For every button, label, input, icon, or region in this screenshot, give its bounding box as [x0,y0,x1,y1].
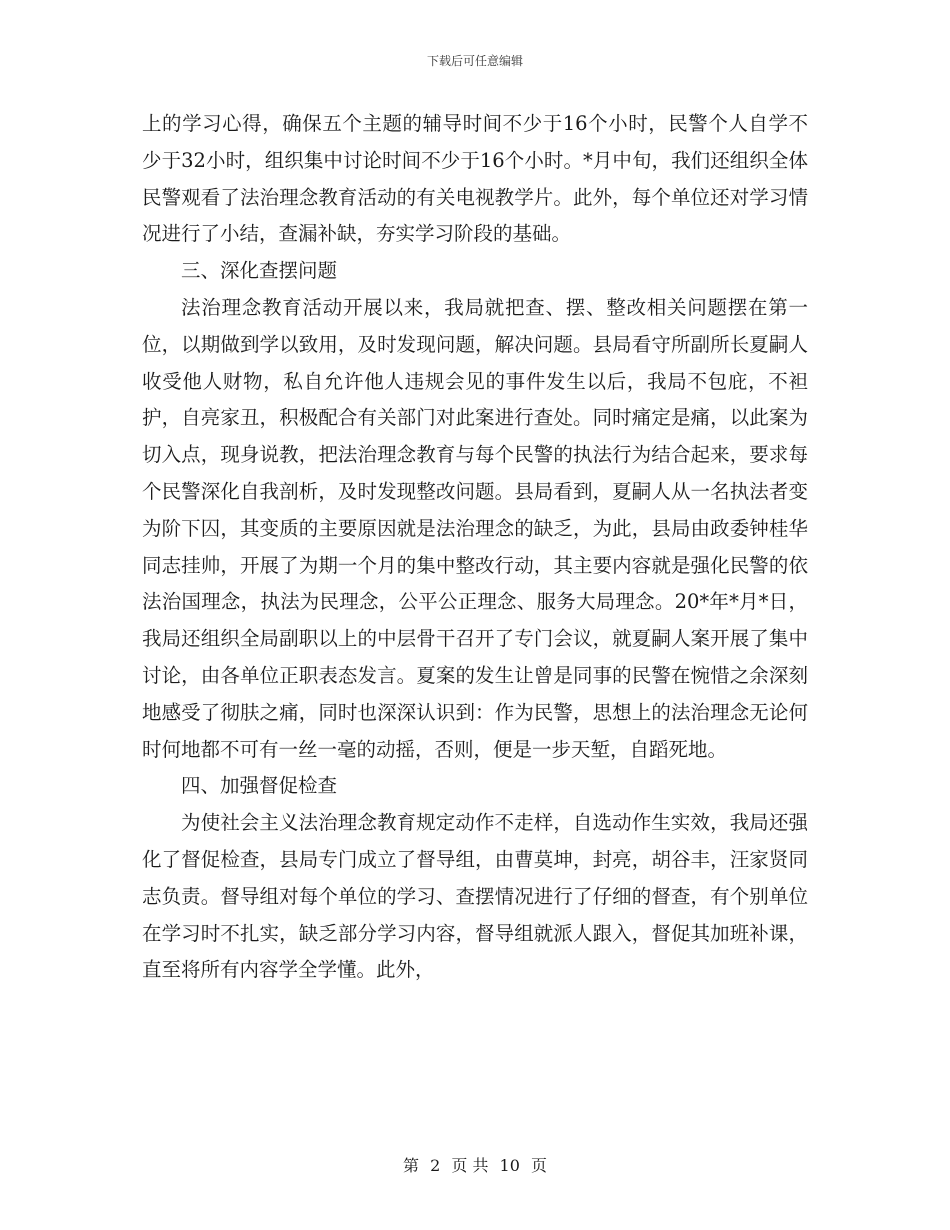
page-header: 下载后可任意编辑 [426,54,523,68]
total-pages: 10 [499,1156,520,1175]
footer-mid: 页 共 [451,1156,489,1175]
footer-prefix: 第 [402,1156,419,1175]
section-heading-4: 四、加强督促检查 [181,774,338,798]
paragraph-section-4: 为使社会主义法治理念教育规定动作不走样，自选动作生实效，我局还强化了督促检查，县局专门成立了督导组，由曹莫坤，封亮，胡谷丰，汪家贤同志负责。督导组对每个单位的学习、查摆情况进行了仔细的督查，有个别单位在学习时不扎实，缺乏部分学习内容，督导组就派人跟入，督促其加班补课，直至将所有内容学全学懂。此外， [142,811,808,982]
paragraph-continued: 上的学习心得，确保五个主题的辅导时间不少于16个小时，民警个人自学不少于32小时，组织集中讨论时间不少于16个小时。*月中旬，我们还组织全体民警观看了法治理念教育活动的有关电视教学片。此外，每个单位还对学习情况进行了小结，查漏补缺，夯实学习阶段的基础。 [142,112,808,246]
footer-suffix: 页 [531,1156,548,1175]
document-body [142,106,808,989]
paragraph-section-3: 法治理念教育活动开展以来，我局就把查、摆、整改相关问题摆在第一位，以期做到学以致用，及时发现问题，解决问题。县局看守所副所长夏嗣人收受他人财物，私自允许他人违规会见的事件发生以后，我局不包庇，不袒护，自亮家丑，积极配合有关部门对此案进行查处。同时痛定是痛，以此案为切入点，现身说教，把法治理念教育与每个民警的执法行为结合起来，要求每个民警深化自我剖析，及时发现整改问题。县局看到，夏嗣人从一名执法者变为阶下囚，其变质的主要原因就是法治理念的缺乏，为此，县局由政委钟桂华同志挂帅，开展了为期一个月的集中整改行动，其主要内容就是强化民警的依法治国理念，执法为民理念，公平公正理念、服务大局理念。20*年*月*日，我局还组织全局副职以上的中层骨干召开了专门会议，就夏嗣人案开展了集中讨论，由各单位正职表态发言。夏案的发生让曾是同事的民警在惋惜之余深刻地感受了彻肤之痛，同时也深深认识到：作为民警，思想上的法治理念无论何时何地都不可有一丝一毫的动摇，否则，便是一步天堑，自蹈死地。 [142,295,808,761]
section-heading-3: 三、深化查摆问题 [181,259,338,283]
page-footer [0,1153,950,1176]
page-number: 2 [430,1156,441,1175]
